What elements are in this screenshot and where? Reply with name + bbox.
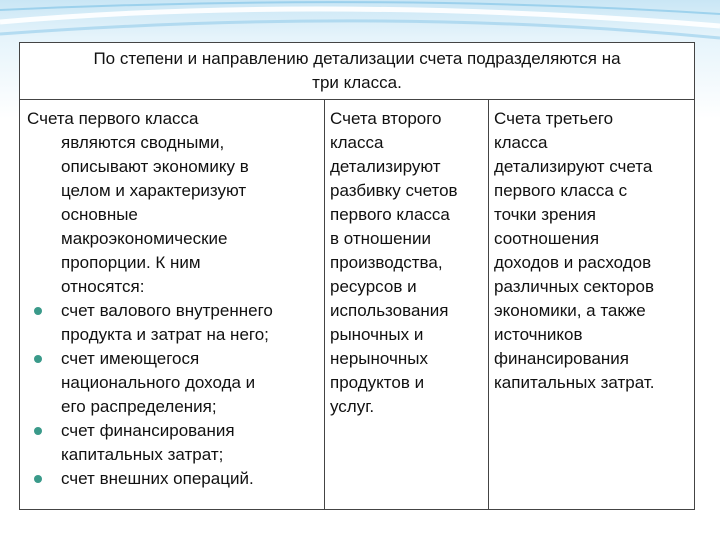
desc-line: являются сводными, bbox=[61, 133, 225, 152]
list-item bbox=[20, 467, 324, 491]
first-class-description bbox=[27, 131, 324, 299]
list-item-line: национального дохода и bbox=[61, 373, 256, 392]
text-line: различных секторов bbox=[494, 277, 654, 296]
text-line: Счета третьего bbox=[494, 109, 614, 128]
desc-line: описывают экономику в bbox=[61, 157, 249, 176]
text-line: источников bbox=[494, 325, 583, 344]
table-header bbox=[20, 43, 694, 100]
text-line: первого класса bbox=[330, 205, 450, 224]
text-line: финансирования bbox=[494, 349, 630, 368]
bullet-icon bbox=[34, 427, 42, 435]
bullet-icon bbox=[34, 307, 42, 315]
list-item-line: капитальных затрат; bbox=[61, 445, 224, 464]
text-line: детализируют счета bbox=[494, 157, 653, 176]
desc-line: основные bbox=[61, 205, 138, 224]
text-line: использования bbox=[330, 301, 449, 320]
classification-table bbox=[19, 42, 695, 510]
column-first-class bbox=[20, 100, 325, 509]
header-line-2: три класса. bbox=[312, 73, 402, 92]
header-line-1: По степени и направлению детализации счета подразделяются на bbox=[93, 49, 621, 68]
list-item-line: счет внешних операций. bbox=[61, 469, 254, 488]
column-second-class bbox=[324, 100, 489, 509]
bullet-icon bbox=[34, 475, 42, 483]
text-line: разбивку счетов bbox=[330, 181, 458, 200]
column-third-class bbox=[488, 100, 694, 509]
list-item-line: продукта и затрат на него; bbox=[61, 325, 269, 344]
list-item-line: счет валового внутреннего bbox=[61, 301, 273, 320]
text-line: ресурсов и bbox=[330, 277, 417, 296]
text-line: экономики, а также bbox=[494, 301, 646, 320]
text-line: первого класса с bbox=[494, 181, 628, 200]
bullet-icon bbox=[34, 355, 42, 363]
list-item bbox=[20, 347, 324, 419]
text-line: класса bbox=[494, 133, 548, 152]
second-class-text bbox=[330, 107, 484, 419]
text-line: класса bbox=[330, 133, 384, 152]
text-line: Счета второго bbox=[330, 109, 442, 128]
text-line: нерыночных bbox=[330, 349, 428, 368]
desc-line: макроэкономические bbox=[61, 229, 228, 248]
text-line: рыночных и bbox=[330, 325, 424, 344]
list-item-line: его распределения; bbox=[61, 397, 217, 416]
text-line: услуг. bbox=[330, 397, 375, 416]
list-item bbox=[20, 419, 324, 467]
desc-line: пропорции. К ним bbox=[61, 253, 201, 272]
desc-line: относятся: bbox=[61, 277, 145, 296]
text-line: детализируют bbox=[330, 157, 441, 176]
text-line: соотношения bbox=[494, 229, 600, 248]
text-line: в отношении bbox=[330, 229, 431, 248]
text-line: доходов и расходов bbox=[494, 253, 652, 272]
text-line: продуктов и bbox=[330, 373, 425, 392]
list-item-line: счет финансирования bbox=[61, 421, 235, 440]
text-line: капитальных затрат. bbox=[494, 373, 655, 392]
list-item-line: счет имеющегося bbox=[61, 349, 200, 368]
list-item bbox=[20, 299, 324, 347]
third-class-text bbox=[494, 107, 690, 395]
first-class-title: Счета первого класса bbox=[27, 109, 199, 128]
first-class-list bbox=[20, 299, 324, 491]
desc-line: целом и характеризуют bbox=[61, 181, 247, 200]
text-line: производства, bbox=[330, 253, 443, 272]
text-line: точки зрения bbox=[494, 205, 596, 224]
